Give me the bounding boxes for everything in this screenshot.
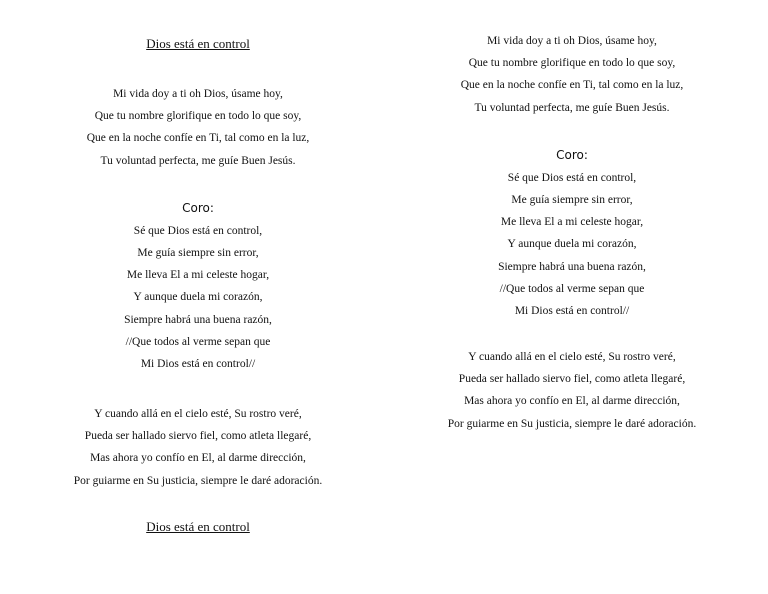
chorus bbox=[418, 167, 726, 322]
lyric-line: Mi Dios está en control// bbox=[140, 357, 256, 370]
lyric-line: Sé que Dios está en control, bbox=[133, 224, 263, 237]
left-column bbox=[40, 33, 356, 538]
lyric-line: Siempre habrá una buena razón, bbox=[124, 313, 272, 326]
verse-2 bbox=[40, 403, 356, 492]
lyric-line: Y aunque duela mi corazón, bbox=[507, 238, 637, 251]
chorus bbox=[40, 220, 356, 375]
lyric-line: Mas ahora yo confío en El, al darme dirección, bbox=[464, 395, 680, 408]
lyric-line: Por guiarme en Su justicia, siempre le daré adoración. bbox=[447, 417, 697, 430]
lyric-line: Mi vida doy a ti oh Dios, úsame hoy, bbox=[113, 88, 283, 100]
lyric-line: Me guía siempre sin error, bbox=[137, 246, 259, 259]
song-title-bottom: Dios está en control bbox=[146, 518, 250, 534]
song-title: Dios está en control bbox=[146, 36, 250, 51]
lyric-line: Y cuando allá en el cielo esté, Su rostro veré, bbox=[94, 408, 302, 421]
chorus-label: Coro: bbox=[182, 200, 214, 215]
lyric-line: Pueda ser hallado siervo fiel, como atleta llegaré, bbox=[84, 430, 312, 443]
lyric-line: Siempre habrá una buena razón, bbox=[498, 260, 646, 273]
lyric-line: //Que todos al verme sepan que bbox=[499, 282, 645, 295]
lyric-line: Mas ahora yo confío en El, al darme dirección, bbox=[90, 452, 306, 465]
lyric-line: Y aunque duela mi corazón, bbox=[133, 291, 263, 304]
verse-2 bbox=[418, 346, 726, 435]
lyric-line: Me lleva El a mi celeste hogar, bbox=[126, 269, 270, 282]
lyric-line: Sé que Dios está en control, bbox=[507, 171, 637, 184]
lyric-line: Que en la noche confíe en Ti, tal como en la luz, bbox=[86, 132, 310, 145]
verse-1 bbox=[40, 83, 356, 172]
lyric-line: Que tu nombre glorifique en todo lo que soy, bbox=[468, 57, 676, 70]
lyric-line: Me lleva El a mi celeste hogar, bbox=[500, 216, 644, 229]
lyric-line: //Que todos al verme sepan que bbox=[125, 335, 271, 348]
lyric-line: Me guía siempre sin error, bbox=[511, 193, 633, 206]
lyric-line: Tu voluntad perfecta, me guíe Buen Jesús. bbox=[100, 154, 296, 167]
lyric-line: Tu voluntad perfecta, me guíe Buen Jesús. bbox=[474, 101, 670, 114]
verse-1 bbox=[418, 30, 726, 119]
lyric-line: Por guiarme en Su justicia, siempre le daré adoración. bbox=[73, 474, 323, 487]
lyric-line: Mi Dios está en control// bbox=[514, 304, 630, 317]
lyric-line: Pueda ser hallado siervo fiel, como atleta llegaré, bbox=[458, 373, 686, 386]
lyric-line: Que tu nombre glorifique en todo lo que soy, bbox=[94, 110, 302, 123]
lyric-line: Mi vida doy a ti oh Dios, úsame hoy, bbox=[487, 35, 657, 47]
lyric-line: Y cuando allá en el cielo esté, Su rostro veré, bbox=[468, 351, 676, 364]
chorus-label: Coro: bbox=[556, 147, 588, 162]
lyric-line: Que en la noche confíe en Ti, tal como en la luz, bbox=[460, 79, 684, 92]
right-column bbox=[418, 30, 726, 435]
